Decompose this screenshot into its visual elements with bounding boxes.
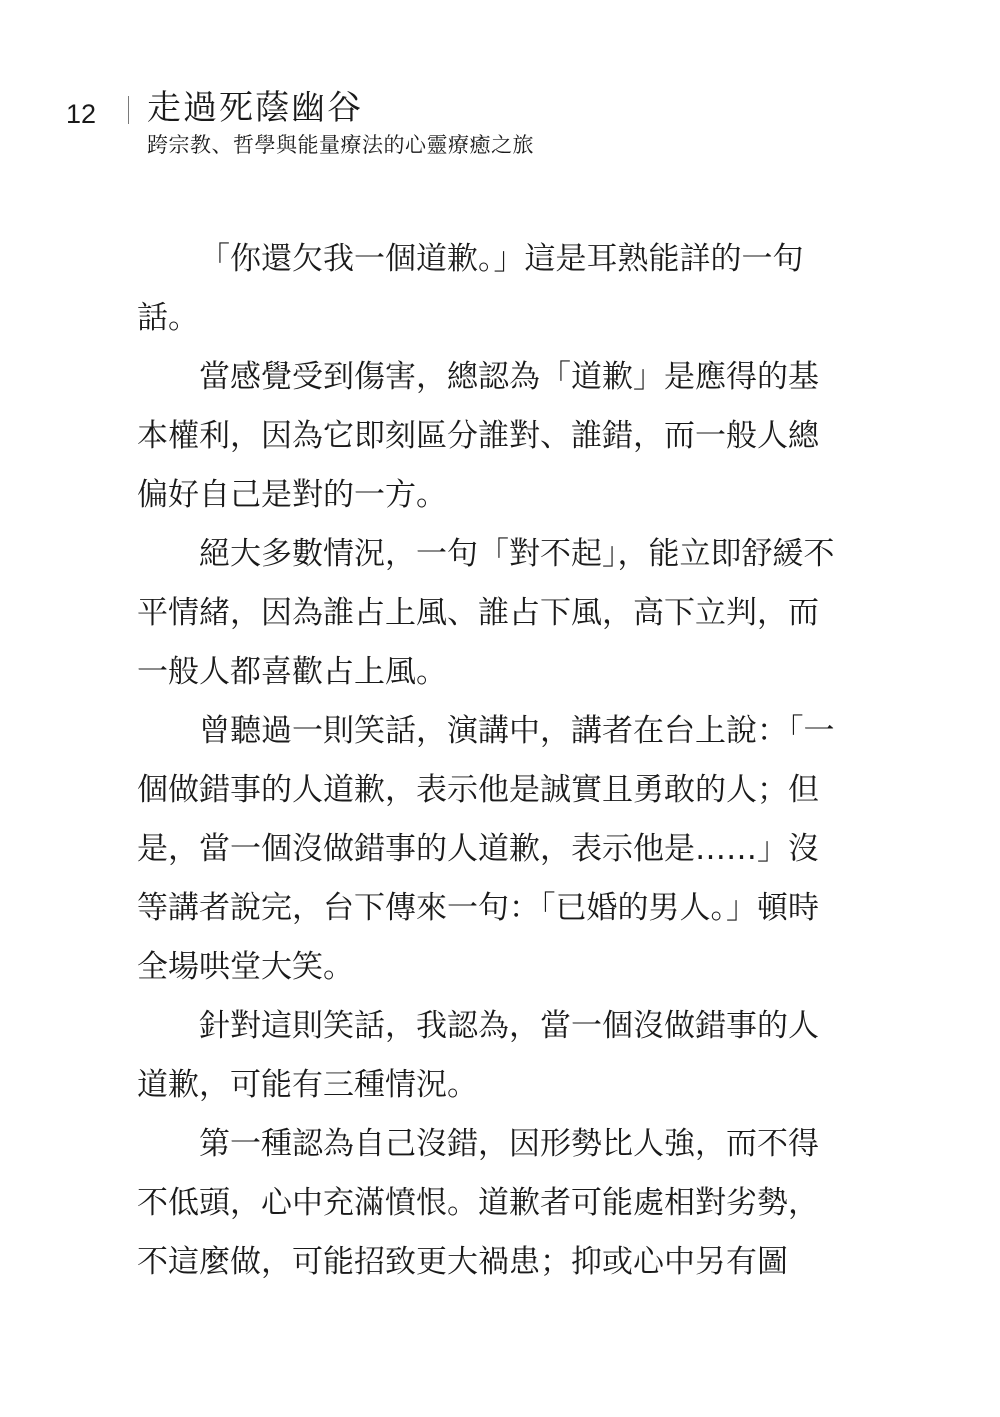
paragraph: 針對這則笑話，我認為，當一個沒做錯事的人道歉，可能有三種情況。	[137, 1008, 819, 1103]
header-divider	[128, 96, 129, 124]
paragraph: 曾聽過一則笑話，演講中，講者在台上說：「一個做錯事的人道歉，表示他是誠實且勇敢的人；但是，當一個沒做錯事的人道歉，表示他是……」沒等講者說完，台下傳來一句：「已婚的男人。」頓時全場哄堂大笑。	[137, 713, 835, 985]
paragraph: 當感覺受到傷害，總認為「道歉」是應得的基本權利，因為它即刻區分誰對、誰錯，而一般人總偏好自己是對的一方。	[137, 359, 819, 513]
paragraph: 絕大多數情況，一句「對不起」，能立即舒緩不平情緒，因為誰占上風、誰占下風，高下立判，而一般人都喜歡占上風。	[137, 536, 835, 690]
book-title: 走過死蔭幽谷	[147, 88, 363, 128]
paragraph: 第一種認為自己沒錯，因形勢比人強，而不得不低頭，心中充滿憤恨。道歉者可能處相對劣勢，不這麼做，可能招致更大禍患；抑或心中另有圖	[137, 1126, 819, 1280]
body-text	[137, 230, 849, 1292]
book-subtitle: 跨宗教、哲學與能量療法的心靈療癒之旅	[147, 133, 534, 157]
page-number: 12	[66, 99, 97, 129]
running-header	[0, 0, 1000, 180]
paragraph: 「你還欠我一個道歉。」這是耳熟能詳的一句話。	[137, 241, 804, 336]
